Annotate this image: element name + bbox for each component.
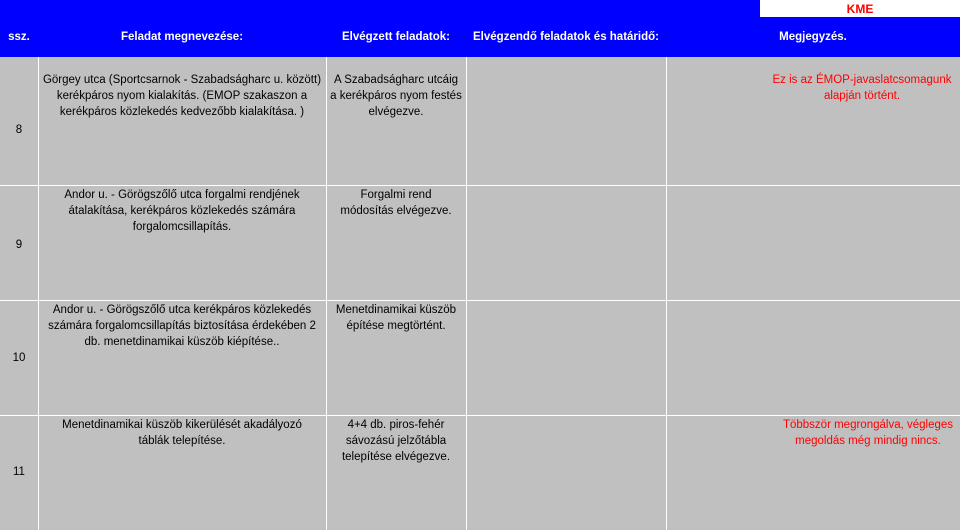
note-cell[interactable]: Ez is az ÉMOP-javaslatcsomagunk alapján történt.: [772, 74, 952, 102]
col-header-ssz[interactable]: ssz.: [0, 17, 38, 57]
task-cell[interactable]: Menetdinamikai küszöb kikerülését akadályozó táblák telepítése.: [62, 419, 302, 447]
header-top-bar: [0, 0, 760, 17]
done-cell[interactable]: Menetdinamikai küszöb építése megtörtént.: [335, 304, 457, 332]
row-divider: [0, 185, 960, 186]
column-divider: [326, 57, 327, 530]
note-cell[interactable]: Többször megrongálva, végleges megoldás még mindig nincs.: [782, 419, 954, 447]
row-number: 9: [15, 239, 23, 251]
col-header-done[interactable]: Elvégzett feladatok:: [326, 17, 466, 57]
done-cell[interactable]: Forgalmi rend módosítás elvégezve.: [340, 189, 452, 217]
task-cell[interactable]: Andor u. - Görögszőlő utca kerékpáros közlekedés számára forgalomcsillapítás biztosítása érdekében 2 db. menetdinamikai küszöb kiépítése..: [48, 304, 316, 348]
task-cell[interactable]: Andor u. - Görögszőlő utca forgalmi rendjének átalakítása, kerékpáros közlekedés számára forgalomcsillapítás.: [64, 189, 300, 233]
done-cell[interactable]: 4+4 db. piros-fehér sávozású jelzőtábla telepítése elvégezve.: [341, 419, 451, 463]
done-cell[interactable]: A Szabadságharc utcáig a kerékpáros nyom festés elvégezve.: [330, 74, 462, 118]
task-cell[interactable]: Görgey utca (Sportcsarnok - Szabadságharc u. között) kerékpáros nyom kialakítás. (EMOP szakaszon a kerékpáros közlekedés kedvezőbb kialakítása. ): [42, 74, 322, 118]
col-header-todo[interactable]: Elvégzendő feladatok és határidő:: [466, 17, 666, 57]
column-divider: [38, 57, 39, 530]
row-number: 8: [15, 124, 23, 136]
spacer-band: [0, 57, 960, 70]
kme-label: KME: [760, 0, 960, 17]
col-header-task-name[interactable]: Feladat megnevezése:: [38, 17, 326, 57]
column-divider: [666, 57, 667, 530]
col-header-note[interactable]: Megjegyzés.: [666, 17, 960, 57]
row-number: 11: [13, 466, 25, 478]
row-number: 10: [12, 352, 26, 364]
row-divider: [0, 300, 960, 301]
column-divider: [466, 57, 467, 530]
row-divider: [0, 415, 960, 416]
